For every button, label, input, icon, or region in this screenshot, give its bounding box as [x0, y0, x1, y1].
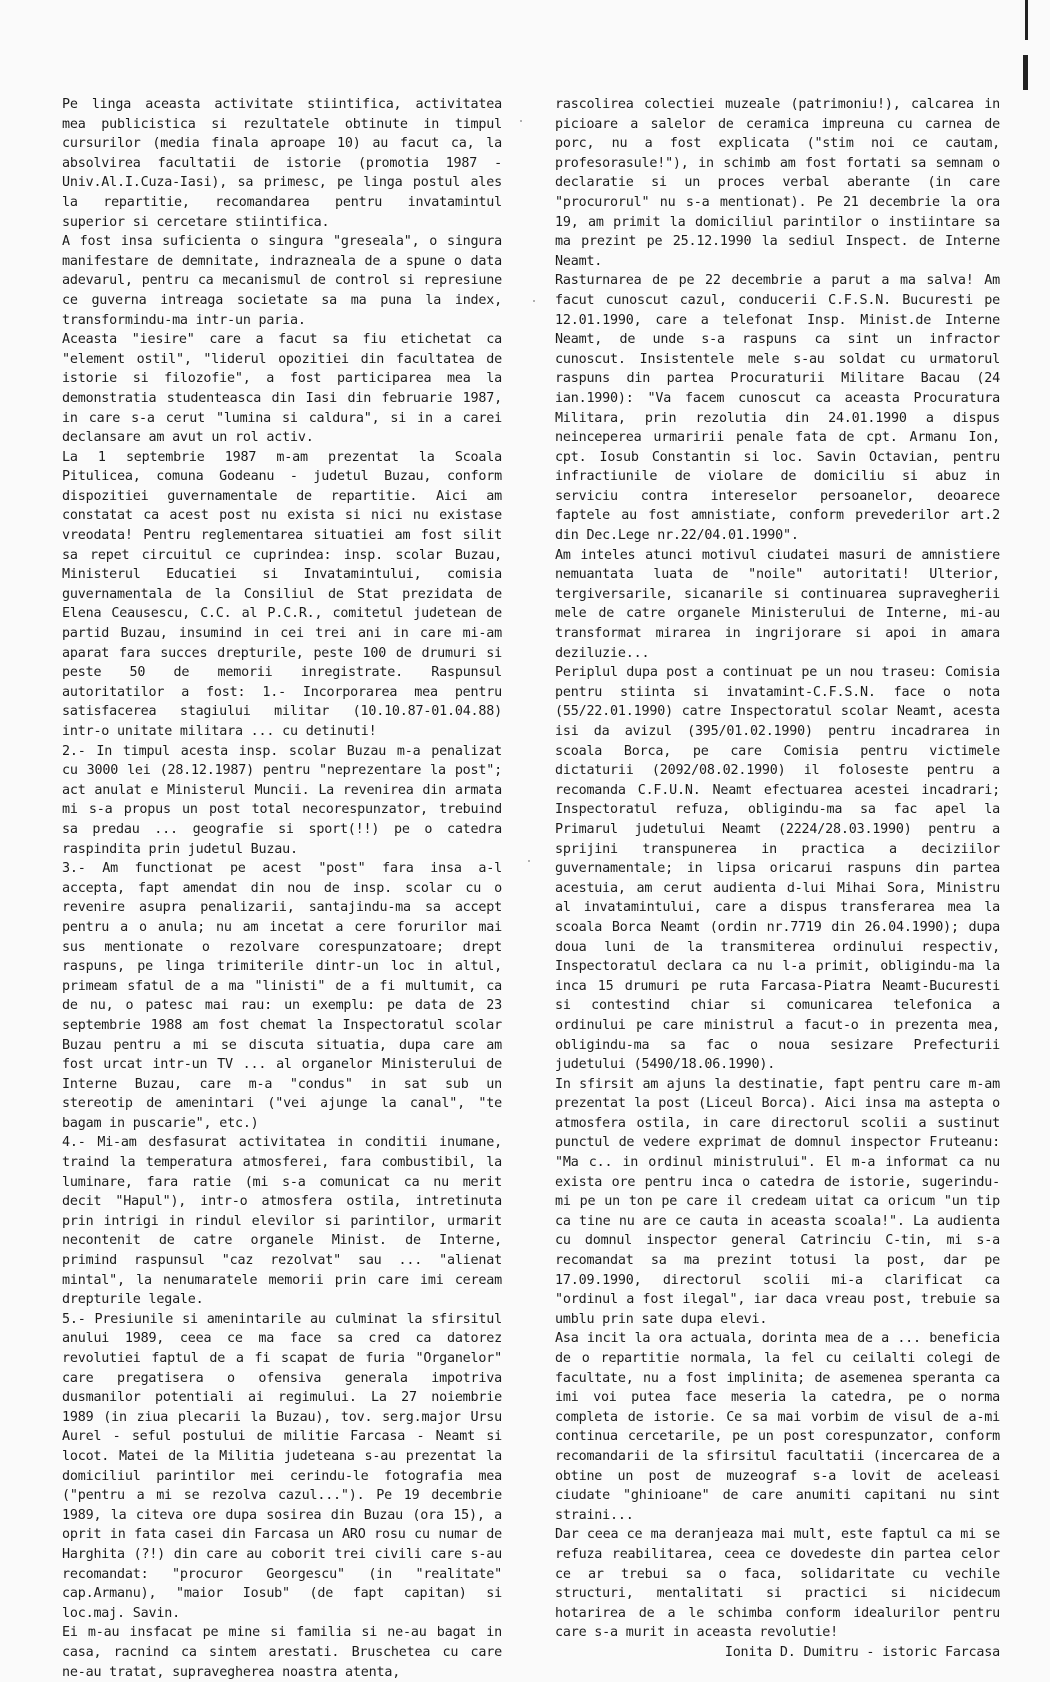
scan-edge-mark	[1023, 55, 1028, 90]
author-signature: Ionita D. Dumitru - istoric Farcasa	[724, 1644, 1000, 1660]
scan-speck	[533, 300, 535, 302]
paragraph: Ei m-au insfacat pe mine si familia si ne-au bagat in casa, racnind ca sintem arestati. Bruschetea cu care ne-au tratat, supravegherea noastra atenta,	[62, 1625, 502, 1680]
paragraph: 5.- Presiunile si amenintarile au culminat la sfirsitul anului 1989, ceea ce ma face sa cred ca datorez revolutiei faptul de a fi scapat de furia "Organelor" care pregatisera o ofensiva generala impotriva dusmanilor potentiali ai regimului. La 27 noiembrie 1989 (in ziua plecarii la Buzau), tov. serg.major Ursu Aurel - seful postului de militie Farcasa - Neamt si locot. Matei de la Militia judeteana s-au prezentat la domiciliul parintilor mei cerindu-le fotografia mea ("pentru a mi se rezolva cazul..."). Pe 19 decembrie 1989, la citeva ore dupa sosirea din Buzau (ora 15), a oprit in fata casei din Farcasa un ARO rosu cu numar de Harghita (?!) din care au coborit trei civili care s-au recomandat: "procuror Georgescu" (in "realitate" cap.Armanu), "maior Iosub" (de fapt capitan) si loc.maj. Savin.	[62, 1311, 502, 1621]
scan-edge-mark	[1025, 0, 1028, 40]
paragraph: Am inteles atunci motivul ciudatei masuri de amnistiere nemuantata luata de "noile" autoritati! Ulterior, tergiversarile, sicanarile si continuarea supravegherii mele de catre organele Ministerului de Interne, mi-au transformat mirarea in ingrijorare si apoi in amara deziluzie...	[555, 547, 1000, 661]
paragraph: Dar ceea ce ma deranjeaza mai mult, este faptul ca mi se refuza reabilitarea, ceea ce dovedeste din partea celor ce ar trebui sa o faca, solidaritate cu vechile structuri, mentalitati si practici si nicidecum hotarirea de a le schimba conform idealurilor pentru care s-a murit in aceasta revolutie!	[555, 1527, 1000, 1641]
paragraph: Pe linga aceasta activitate stiintifica, activitatea mea publicistica si rezultatele obtinute in timpul cursurilor (media finala aproape 10) au facut ca, la absolvirea facultatii de istorie (promotia 1987 - Univ.Al.I.Cuza-Iasi), sa primesc, pe linga postul ales la repartitie, recomandarea pentru invatamintul superior si cercetare stiintifica.	[62, 97, 502, 230]
paragraph: rascolirea colectiei muzeale (patrimoniu!), calcarea in picioare a salelor de ceramica impreuna cu carnea de porc, nu a fost explicata ("stim noi ce cautam, profesorasule!"), in schimb am fost fortati sa semnam o declaratie si un proces verbal aberante (in care "procurorul" nu s-a mentionat). Pe 21 decembrie la ora 19, am primit la domiciliul parintilor o instiintare sa ma prezint pe 25.12.1990 la sediul Inspect. de Interne Neamt.	[555, 97, 1000, 269]
paragraph: 3.- Am functionat pe acest "post" fara insa a-l accepta, fapt amendat din nou de insp. scolar cu o revenire asupra penalizarii, santajindu-ma sa accept pentru a o anula; nu am incetat a cere forurilor mai sus mentionate o rezolvare corespunzatoare; drept raspuns, pe linga trimiterile dintr-un loc in altul, primeam sfatul de a ma "linisti" de a fi multumit, ca de nu, o patesc mai rau: un exemplu: pe data de 23 septembrie 1988 am fost chemat la Inspectoratul scolar Buzau pentru a mi se discuta situatia, dupa care am fost urcat intr-un TV ... al organelor Ministerului de Interne Buzau, care m-a "condus" in sat sub un stereotip de amenintari ("vei ajunge la canal", "te bagam in puscarie", etc.)	[62, 861, 502, 1131]
paragraph: 2.- In timpul acesta insp. scolar Buzau m-a penalizat cu 3000 lei (28.12.1987) pentru "neprezentare la post"; act anulat e Ministerul Muncii. La revenirea din armata mi s-a propus un post total necorespunzator, trebuind sa predau ... geografie si sport(!!) pe o catedra raspindita prin judetul Buzau.	[62, 743, 502, 857]
paragraph: 4.- Mi-am desfasurat activitatea in conditii inumane, traind la temperatura atmosferei, fara combustibil, la luminare, fara ratie (mi s-a comunicat ca nu merit decit "Hapul"), intr-o atmosfera ostila, intretinuta prin intrigi in rindul elevilor si parintilor, urmarit necontenit de catre organele Minist. de Interne, primind raspunsul "caz rezolvat" sau ... "alienat mintal", la nenumaratele memorii prin care imi ceream drepturile legale.	[62, 1135, 502, 1308]
paragraph: Periplul dupa post a continuat pe un nou traseu: Comisia pentru stiinta si invatamint-C.F.S.N. face o nota (55/22.01.1990) catre Inspectoratul scolar Neamt, acesta isi da avizul (395/01.02.1990) pentru incadrarea in scoala Borca, pe care Comisia pentru victimele dictaturii (2092/08.02.1990) il foloseste pentru a recomanda C.F.U.N. Neamt efectuarea acestei incadrari; Inspectoratul refuza, obligindu-ma sa fac apel la Primarul judetului Neamt (2224/28.03.1990) pentru a sprijini transpunerea in practica a deciziilor guvernamentale; in lipsa oricarui raspuns din partea acestuia, am cerut audienta d-lui Mihai Sora, Ministru al invatamintului, care a dispus transferarea mea la scoala Borca Neamt (ordin nr.7719 din 26.04.1990); dupa doua luni de la transmiterea ordinului respectiv, Inspectoratul declara ca nu l-a primit, obligindu-ma la inca 15 drumuri pe ruta Farcasa-Piatra Neamt-Bucuresti si contestind chiar si comunicarea telefonica a ordinului pe care ministrul a facut-o in prezenta mea, obligindu-ma sa fac o noua sesizare Prefecturii judetului (5490/18.06.1990).	[555, 665, 1000, 1073]
scan-speck	[520, 120, 522, 122]
paragraph: Asa incit la ora actuala, dorinta mea de a ... beneficia de o repartitie normala, la fel cu ceilalti colegi de facultate, nu a fost implinita; de asemenea speranta ca imi voi putea face meseria la catedra, pe o norma completa de istorie. Ce sa mai vorbim de visul de a-mi continua cercetarile, pe un post corespunzator, conform recomandarii de la sfirsitul facultatii (incercarea de a obtine un post de muzeograf s-a lovit de aceleasi ciudate "ghinioane" de care anumiti capitani nu sint straini...	[555, 1331, 1000, 1523]
paragraph: La 1 septembrie 1987 m-am prezentat la Scoala Pitulicea, comuna Godeanu - judetul Buzau, conform dispozitiei guvernamentale de repartitie. Aici am constatat ca acest post nu exista si nici nu existase vreodata! Pentru reglementarea situatiei am fost silit sa repet circuitul ce cuprindea: insp. scolar Buzau, Ministerul Educatiei si Invatamintului, comisia guvernamentala de la Consiliul de Stat prezidata de Elena Ceausescu, C.C. al P.C.R., comitetul judetean de partid Buzau, insumind in cei trei ani in care mi-am aparat fara succes drepturile, peste 100 de drumuri si peste 50 de memorii inregistrate. Raspunsul autoritatilor a fost: 1.- Incorporarea mea pentru satisfacerea stagiului militar (10.10.87-01.04.88) intr-o unitate militara ... cu detinuti!	[62, 449, 502, 739]
right-column	[555, 95, 1000, 1663]
scan-speck	[528, 860, 530, 862]
left-column	[62, 95, 502, 1682]
paragraph: Rasturnarea de pe 22 decembrie a parut a ma salva! Am facut cunoscut cazul, conducerii C.F.S.N. Bucuresti pe 12.01.1990, care a telefonat Insp. Minist.de Interne Neamt, de unde s-a raspuns ca sint un infractor cunoscut. Insistentele mele s-au soldat cu urmatorul raspuns din partea Procuraturii Militare Bacau (24 ian.1990): "Va facem cunoscut ca aceasta Procuratura Militara, prin rezolutia din 24.01.1990 a dispus neinceperea urmaririi penale fata de cpt. Armanu Ion, cpt. Iosub Constantin si loc. Savin Octavian, pentru infractiunile de violare de domiciliu si abuz in serviciu contra intereselor persoanelor, deoarece faptele au fost amnistiate, conform prevederilor art.2 din Dec.Lege nr.22/04.01.1990".	[555, 273, 1000, 544]
paragraph: Aceasta "iesire" care a facut sa fiu etichetat ca "element ostil", "liderul opozitiei din facultatea de istorie si filozofie", a fost participarea mea la demonstratia studenteasca din Iasi din februarie 1987, in care s-a cerut "lumina si caldura", si in a carei declansare am avut un rol activ.	[62, 332, 502, 446]
paragraph: In sfirsit am ajuns la destinatie, fapt pentru care m-am prezentat la post (Liceul Borca). Aici insa ma astepta o atmosfera ostila, in care directorul scolii a sustinut punctul de vedere exprimat de domnul inspector Fruteanu: "Ma c.. in ordinul ministrului". El m-a informat ca nu exista ore pentru inca o catedra de istorie, sugerindu-mi pe un ton pe care il credeam uitat ca oricum "un tip ca tine nu are ce cauta in aceasta scoala!". La audienta cu domnul inspector general Catrinciu C-tin, mi s-a recomandat sa ma prezint totusi la post, dar pe 17.09.1990, directorul scolii mi-a clarificat ca "ordinul a fost ilegal", iar daca vreau post, trebuie sa umblu prin sate dupa elevi.	[555, 1076, 1000, 1327]
paragraph: A fost insa suficienta o singura "greseala", o singura manifestare de demnitate, indrazneala de a spune o data adevarul, pentru ca mecanismul de control si represiune ce guverna intreaga societate sa ma puna la index, transformindu-ma intr-un paria.	[62, 234, 502, 328]
